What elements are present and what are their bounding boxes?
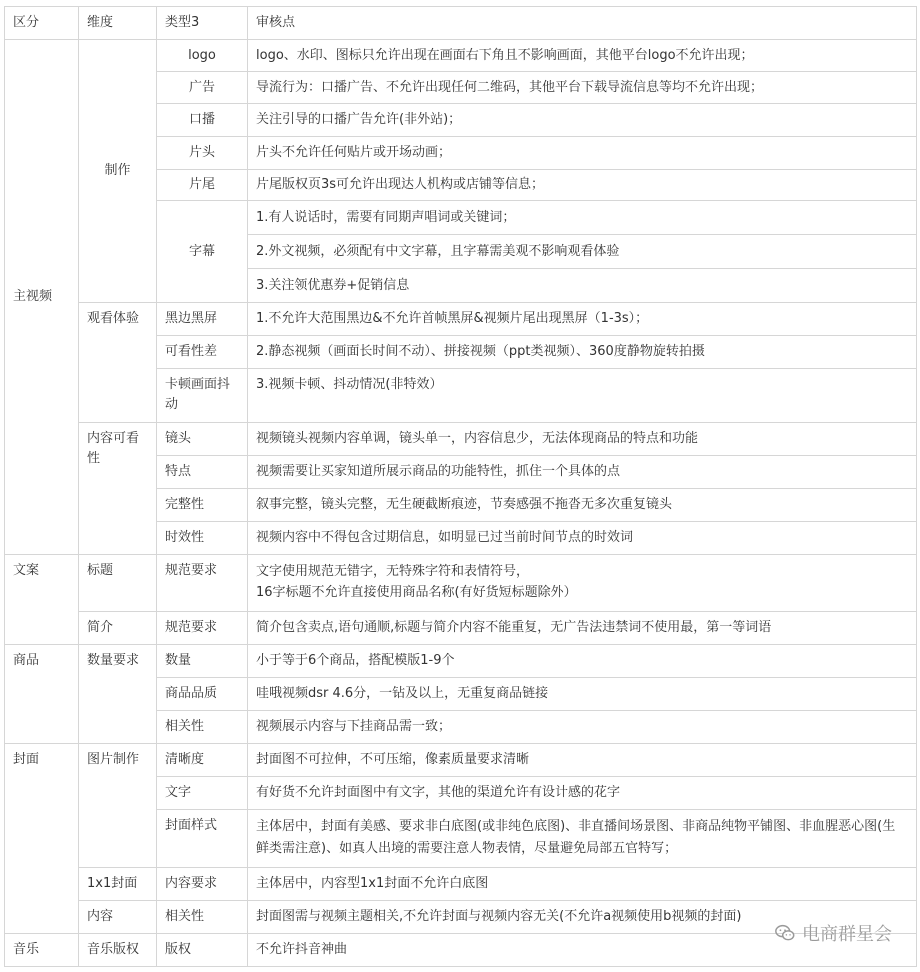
type-cell: 完整性 [157, 489, 248, 522]
review-point-cell: 3.视频卡顿、抖动情况(非特效） [248, 369, 917, 423]
review-point-cell: 哇哦视频dsr 4.6分，一钻及以上，无重复商品链接 [248, 678, 917, 711]
table-header-row [5, 7, 917, 40]
subtitle-point: 1.有人说话时，需要有同期声唱词或关键词； [248, 201, 916, 235]
header-review-point: 审核点 [248, 7, 917, 40]
dimension-viewing: 观看体验 [79, 303, 157, 423]
subtitle-point: 3.关注领优惠券+促销信息 [256, 278, 410, 293]
type-cell: logo [157, 40, 248, 72]
type-cell: 卡顿画面抖动 [157, 369, 248, 423]
review-point-cell: 视频镜头视频内容单调，镜头单一，内容信息少，无法体现商品的特点和功能 [248, 423, 917, 456]
dimension-production: 制作 [79, 40, 157, 303]
watermark-text: 电商群星会 [802, 924, 892, 945]
review-point-cell: logo、水印、图标只允许出现在画面右下角且不影响画面，其他平台logo不允许出现； [248, 40, 917, 72]
review-point-cell: 视频内容中不得包含过期信息，如明显已过当前时间节点的时效词 [248, 522, 917, 555]
section-cover: 封面 [5, 744, 79, 934]
review-point-cell: 片尾版权页3s可允许出现达人机构或店铺等信息； [248, 170, 917, 201]
type-cell: 数量 [157, 645, 248, 678]
type-cell: 片尾 [157, 170, 248, 201]
table-row [5, 645, 917, 678]
header-dimension: 维度 [79, 7, 157, 40]
section-music: 音乐 [5, 934, 79, 967]
table-row [5, 423, 917, 456]
table-row [5, 744, 917, 777]
dimension-content: 内容可看性 [79, 423, 157, 555]
type-cell: 镜头 [157, 423, 248, 456]
review-point-cell: 视频需要让买家知道所展示商品的功能特性，抓住一个具体的点 [248, 456, 917, 489]
dimension-title: 标题 [79, 555, 157, 612]
type-cell: 广告 [157, 72, 248, 104]
type-cell: 封面样式 [157, 810, 248, 868]
dimension-square-cover: 1x1封面 [79, 868, 157, 901]
review-point-cell: 不允许抖音神曲 [248, 934, 917, 967]
dimension-quantity: 数量要求 [79, 645, 157, 744]
review-point-cell: 1.不允许大范围黑边&不允许首帧黑屏&视频片尾出现黑屏（1-3s）； [248, 303, 917, 336]
review-point-cell: 有好货不允许封面图中有文字，其他的渠道允许有设计感的花字 [248, 777, 917, 810]
subtitle-point: 2.外文视频，必须配有中文字幕，且字幕需美观不影响观看体验 [248, 235, 916, 269]
table-row [5, 868, 917, 901]
review-point-cell: 关注引导的口播广告允许(非外站)； [248, 104, 917, 137]
review-point-cell: 封面图需与视频主题相关,不允许封面与视频内容无关(不允许a视频使用b视频的封面) [248, 901, 917, 934]
section-goods: 商品 [5, 645, 79, 744]
review-point-cell: 片头不允许任何贴片或开场动画； [248, 137, 917, 170]
review-point-cell [248, 201, 917, 303]
review-point-cell [248, 555, 917, 612]
dimension-intro: 简介 [79, 612, 157, 645]
type-cell: 文字 [157, 777, 248, 810]
review-criteria-table [4, 6, 917, 967]
section-copy: 文案 [5, 555, 79, 645]
type-cell: 黑边黑屏 [157, 303, 248, 336]
type-cell: 版权 [157, 934, 248, 967]
title-rule-line: 16字标题不允许直接使用商品名称(有好货短标题除外） [256, 585, 577, 600]
type-cell: 片头 [157, 137, 248, 170]
review-point-cell: 视频展示内容与下挂商品需一致； [248, 711, 917, 744]
type-cell: 时效性 [157, 522, 248, 555]
header-section: 区分 [5, 7, 79, 40]
dimension-cover-content: 内容 [79, 901, 157, 934]
type-cell: 清晰度 [157, 744, 248, 777]
type-cell: 规范要求 [157, 555, 248, 612]
review-point-cell: 主体居中，内容型1x1封面不允许白底图 [248, 868, 917, 901]
header-type: 类型3 [157, 7, 248, 40]
section-main-video: 主视频 [5, 40, 79, 555]
title-rule-line: 文字使用规范无错字，无特殊字符和表情符号， [256, 564, 530, 579]
type-cell: 相关性 [157, 711, 248, 744]
review-point-cell: 封面图不可拉伸，不可压缩，像素质量要求清晰 [248, 744, 917, 777]
table-row [5, 303, 917, 336]
table-row [5, 40, 917, 72]
watermark [774, 920, 892, 946]
type-cell: 可看性差 [157, 336, 248, 369]
type-cell: 特点 [157, 456, 248, 489]
table-row [5, 612, 917, 645]
review-point-cell: 叙事完整，镜头完整，无生硬截断痕迹，节奏感强不拖沓无多次重复镜头 [248, 489, 917, 522]
type-cell: 相关性 [157, 901, 248, 934]
dimension-music-copyright: 音乐版权 [79, 934, 157, 967]
wechat-icon [774, 922, 796, 944]
review-point-cell: 简介包含卖点,语句通顺,标题与简介内容不能重复，无广告法违禁词不使用最，第一等词语 [248, 612, 917, 645]
review-point-cell: 小于等于6个商品，搭配模版1-9个 [248, 645, 917, 678]
type-cell: 口播 [157, 104, 248, 137]
review-point-cell: 导流行为：口播广告、不允许出现任何二维码，其他平台下载导流信息等均不允许出现； [248, 72, 917, 104]
type-cell: 内容要求 [157, 868, 248, 901]
type-cell: 规范要求 [157, 612, 248, 645]
review-point-cell: 2.静态视频（画面长时间不动）、拼接视频（ppt类视频）、360度静物旋转拍摄 [248, 336, 917, 369]
review-point-cell: 主体居中，封面有美感、要求非白底图(或非纯色底图)、非直播间场景图、非商品纯物平铺图、非血腥恶心图(生鲜类需注意)、如真人出境的需要注意人物表情，尽量避免局部五官特写； [248, 810, 917, 868]
type-cell: 商品品质 [157, 678, 248, 711]
type-cell: 字幕 [157, 201, 248, 303]
table-row [5, 555, 917, 612]
subtitle-points [256, 201, 908, 302]
dimension-picture: 图片制作 [79, 744, 157, 868]
